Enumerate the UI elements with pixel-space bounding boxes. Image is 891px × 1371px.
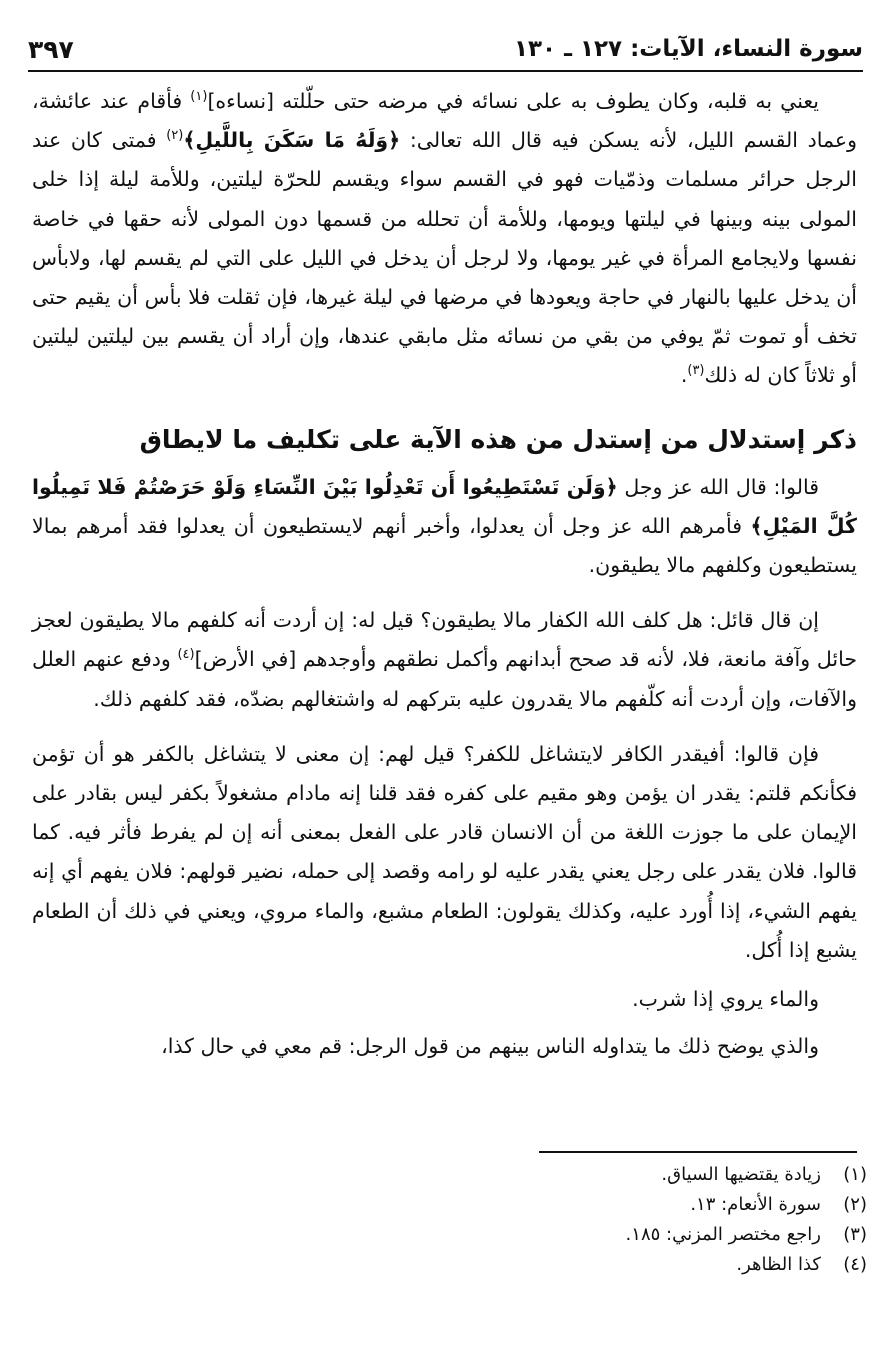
paragraph-text: ودفع عنهم العلل والآفات، وإن أردت أنه كلّفهم مالا يقدرون عليه بتركهم له واشتغالهم بضدّه، فقد كلفهم ذلك.	[32, 647, 857, 711]
footnotes	[40, 1160, 867, 1280]
footnote-text: سورة الأنعام: ١٣.	[690, 1194, 821, 1215]
footnote-number: (٢)	[843, 1194, 867, 1215]
footnote-number: (١)	[843, 1164, 867, 1185]
footnote-text: راجع مختصر المزني: ١٨٥.	[625, 1224, 821, 1245]
paragraph-1	[32, 82, 857, 396]
quran-verse: ﴿وَلَهُ مَا سَكَنَ بِاللَّيلِ﴾	[183, 128, 401, 153]
footnote-ref-3: (٣)	[687, 363, 705, 379]
footnote-text: زيادة يقتضيها السياق.	[661, 1164, 821, 1185]
section-heading: ذكر إستدلال من إستدل من هذه الآية على تكليف ما لايطاق	[139, 424, 857, 454]
page-header	[28, 28, 863, 72]
paragraph-3	[32, 601, 857, 719]
footnote-text: كذا الظاهر.	[736, 1254, 821, 1275]
paragraph-end: .	[680, 363, 688, 388]
footnote-3	[40, 1220, 867, 1250]
quran-verse: ﴿وَلَن تَسْتَطِيعُوا أَن تَعْدِلُوا بَيْنَ النِّسَاءِ وَلَوْ حَرَصْتُمْ فَلا تَمِيلُوا كُلَّ المَيْلِ﴾	[32, 474, 857, 538]
footnote-number: (٤)	[843, 1254, 867, 1275]
paragraph-text: قالوا: قال الله عز وجل	[617, 474, 819, 499]
page-number: ٣٩٧	[28, 34, 74, 64]
paragraph-text: إن قال قائل: هل كلف الله الكفار مالا يطيقون؟ قيل له: إن أردت أنه كلفهم مالا يطيقون لعجز حائل وآفة مانعة، فلا، لأنه قد صحح أبدانهم وأكمل نطقهم وأوجدهم [في الأرض]	[32, 608, 857, 672]
footnote-ref-2: (٢)	[166, 128, 184, 144]
paragraph-6: والذي يوضح ذلك ما يتداوله الناس بينهم من قول الرجل: قم معي في حال كذا،	[161, 1034, 819, 1059]
paragraph-text: فأمرهم الله عز وجل أن يعدلوا، وأخبر أنهم لايستطيعون أن يعدلوا فقد أمرهم بمالا يستطيعون وكلفهم مالا يطيقون.	[32, 513, 857, 578]
paragraph-4: فإن قالوا: أفيقدر الكافر لايتشاغل للكفر؟ قيل لهم: إن معنى لا يتشاغل بالكفر هو أن تؤمن فكأنكم قلتم: يقدر ان يؤمن وهو مقيم على كفره فقد قلنا إنه مادام مشغولاً بكفر ليس بقادر على الإيمان على ما جوزت اللغة من أن الانسان قادر على الفعل بمعنى أنه إن لم يفرط فأثر فيه. كما قالوا. فلان يقدر على رجل يعني يقدر عليه لو رامه وقصد إلى حمله، نضير قولهم: فلان يفهم أي إنه يفهم الشيء، إذا أُورد عليه، وكذلك يقولون: الطعام مشبع، والماء مروي، ويعني في ذلك أن الطعام يشبع إذا أُكل.	[32, 741, 857, 962]
footnote-ref-1: (١)	[190, 89, 208, 105]
paragraph-5: والماء يروي إذا شرب.	[632, 987, 819, 1012]
running-title: سورة النساء، الآيات: ١٢٧ ـ ١٣٠	[513, 36, 863, 62]
paragraph-text: فأقام عند عائشة، وعماد القسم الليل، لأنه يسكن فيه قال الله تعالى:	[32, 89, 857, 153]
paragraph-text: يعني به قلبه، وكان يطوف به على نسائه في مرضه حتى حلّلته [نساءه]	[207, 89, 819, 113]
footnote-4	[40, 1250, 867, 1280]
footnote-ref-4: (٤)	[177, 647, 195, 663]
footnote-number: (٣)	[843, 1224, 867, 1245]
footnote-divider	[539, 1151, 857, 1153]
paragraph-text: فمتى كان عند الرجل حرائر مسلمات وذمّيات فهو في القسم سواء ويقسم للحرّة ليلتين، وللأمة ليلة إذا خلى المولى بينه وبينها في ليلتها ويومها، وللأمة أن تحلله من قسمها دون المولى لأنه حقها في خاصة نفسها ولايجامع المرأة في غير يومها، ولا لرجل أن يدخل في الليل على التي لم يقسم لها، ولابأس أن يدخل عليها بالنهار في حاجة ويعودها في مرضها في ليلة غيرها، فإن ثقلت فلا بأس أن يقيم حتى تخف أو تموت ثمّ يوفي من بقي من نسائه مثل مابقي عندها، وإن أراد أن يقسم بين ليلتين ليلتين أو ثلاثاً كان له ذلك	[32, 128, 857, 388]
footnote-1	[40, 1160, 867, 1190]
paragraph-2	[32, 468, 857, 586]
main-text	[32, 82, 857, 1082]
footnote-2	[40, 1190, 867, 1220]
